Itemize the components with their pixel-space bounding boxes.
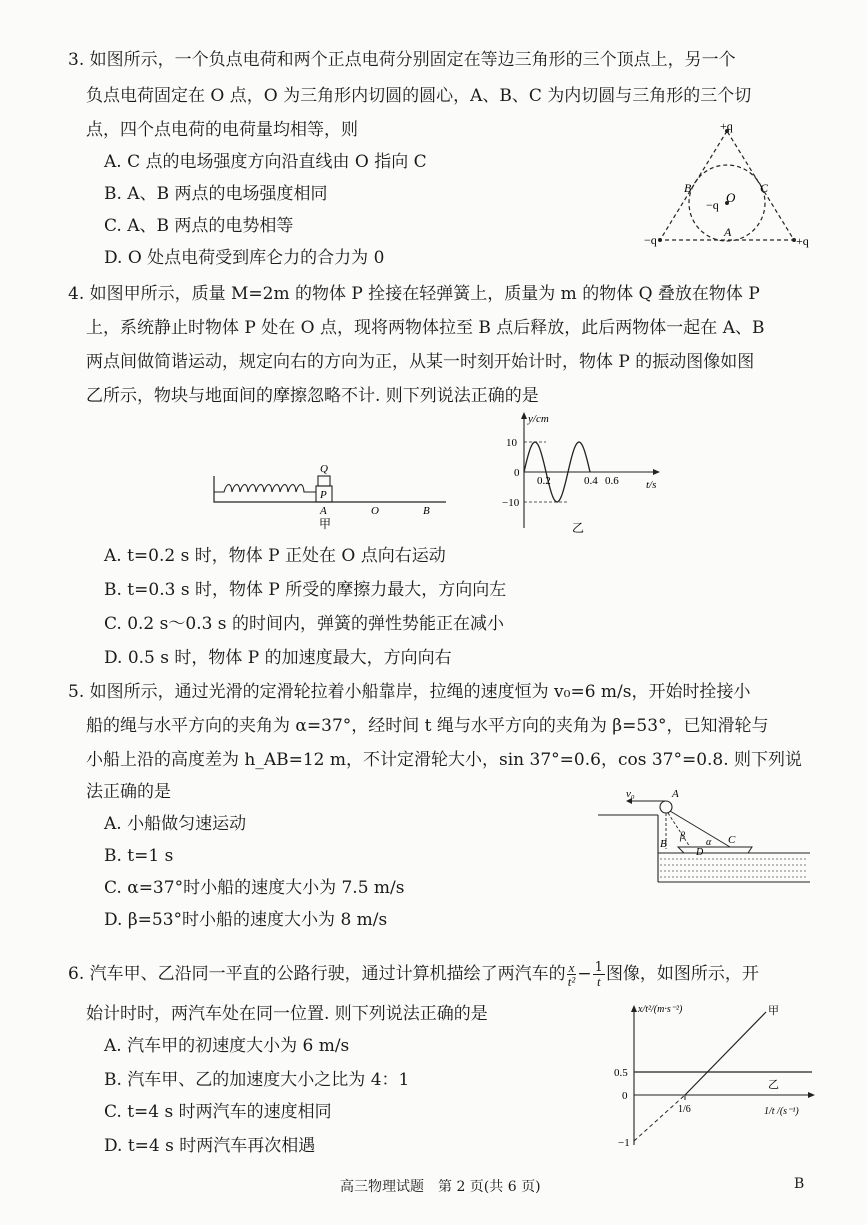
q5-option-d: D. β=53°时小船的速度大小为 8 m/s	[104, 910, 388, 930]
q6-option-a: A. 汽车甲的初速度大小为 6 m/s	[104, 1036, 350, 1056]
q4-label-o: O	[371, 505, 379, 517]
q6-frac-x-t2	[567, 961, 577, 988]
q3-label-o: O	[726, 190, 736, 205]
q6-line-1-pre: 6. 汽车甲、乙沿同一平直的公路行驶，通过计算机描绘了两汽车的	[68, 964, 566, 984]
q6-tick-m1: −1	[618, 1137, 630, 1149]
q3-option-a: A. C 点的电场强度方向沿直线由 O 指向 C	[104, 152, 427, 172]
q4-label-a: A	[320, 505, 327, 517]
q5-label-beta: β	[680, 831, 685, 842]
q4-option-c: C. 0.2 s～0.3 s 的时间内，弹簧的弹性势能正在减小	[104, 614, 504, 634]
q4-figure-jia	[210, 458, 450, 530]
q4-yi-tick-m10: −10	[502, 497, 520, 509]
q6-option-d: D. t=4 s 时两汽车再次相遇	[104, 1136, 316, 1156]
q3-top-charge: +q	[720, 119, 733, 133]
q4-yi-t3: 0.6	[605, 475, 619, 487]
q4-label-b: B	[423, 505, 430, 517]
q4-line-2: 上，系统静止时物体 P 处在 O 点，现将两物体拉至 B 点后释放，此后两物体一起在 A、B	[86, 318, 765, 338]
q4-option-b: B. t=0.3 s 时，物体 P 所受的摩擦力最大，方向向左	[104, 580, 507, 600]
q6-line-1-post: 图像，如图所示，开	[605, 964, 759, 984]
q5-label-b: B	[660, 838, 667, 850]
q6-tick-0: 0	[622, 1090, 628, 1102]
q5-label-alpha: α	[706, 837, 712, 848]
q6-ylabel: x/t²/(m·s⁻²)	[638, 1004, 683, 1015]
q4-option-d: D. 0.5 s 时，物体 P 的加速度最大，方向向右	[104, 648, 452, 668]
q5-option-b: B. t=1 s	[104, 846, 174, 866]
footer-version: B	[794, 1176, 805, 1192]
q6-option-b: B. 汽车甲、乙的加速度大小之比为 4：1	[104, 1070, 410, 1090]
q3-option-d: D. O 处点电荷受到库仑力的合力为 0	[104, 248, 385, 268]
footer-title: 高三物理试题 第 2 页(共 6 页)	[340, 1179, 541, 1195]
q3-line-3: 点，四个点电荷的电荷量均相等，则	[86, 120, 358, 140]
q4-figure-yi-graph	[494, 410, 674, 535]
q4-yi-t1: 0.2	[537, 475, 551, 487]
q3-option-c: C. A、B 两点的电势相等	[104, 216, 294, 236]
q3-center-charge: −q	[706, 198, 719, 212]
q4-line-1: 4. 如图甲所示，质量 M=2m 的物体 P 拴接在轻弹簧上，质量为 m 的物体 Q 叠放在物体 P	[68, 284, 760, 304]
q3-option-b: B. A、B 两点的电场强度相同	[104, 184, 328, 204]
q5-option-c: C. α=37°时小船的速度大小为 7.5 m/s	[104, 878, 405, 898]
q4-yi-xlabel: t/s	[646, 479, 657, 491]
q6-tick-05: 0.5	[614, 1067, 628, 1079]
q3-label-a: A	[724, 225, 732, 239]
q6-frac-1-t	[593, 961, 605, 988]
q3-line-2: 负点电荷固定在 O 点，O 为三角形内切圆的圆心，A、B、C 为内切圆与三角形的三个切	[86, 86, 752, 106]
q5-label-d: D	[696, 847, 704, 858]
q5-option-a: A. 小船做匀速运动	[104, 814, 247, 834]
q6-label-jia: 甲	[768, 1005, 779, 1017]
q3-label-c: C	[760, 181, 769, 195]
q3-left-charge: −q	[644, 233, 657, 247]
q5-line-3: 小船上沿的高度差为 h_AB=12 m，不计定滑轮大小，sin 37°=0.6，cos 37°=0.8. 则下列说	[86, 750, 803, 770]
q5-label-a: A	[672, 788, 679, 800]
q3-triangle-figure	[640, 118, 810, 253]
q6-xlabel: 1/t /(s⁻¹)	[764, 1106, 799, 1117]
q4-yi-tick-0: 0	[514, 467, 520, 479]
q4-caption-yi: 乙	[572, 521, 585, 535]
q5-label-c: C	[728, 834, 736, 846]
q4-yi-t2: 0.4	[584, 475, 598, 487]
q4-label-p: P	[320, 489, 327, 501]
q5-line-1: 5. 如图所示，通过光滑的定滑轮拉着小船靠岸，拉绳的速度恒为 v₀=6 m/s，开始时拴接小	[68, 682, 751, 702]
q5-line-2: 船的绳与水平方向的夹角为 α=37°，经时间 t 绳与水平方向的夹角为 β=53°，已知滑轮与	[86, 716, 769, 736]
q6-tick-1-6: 1/6	[678, 1104, 691, 1115]
q3-label-b: B	[684, 181, 692, 195]
q6-frac2-den: t	[596, 974, 601, 989]
q6-option-c: C. t=4 s 时两汽车的速度相同	[104, 1102, 332, 1122]
q4-caption-jia: 甲	[319, 517, 332, 531]
q4-line-3: 两点间做简谐运动，规定向右的方向为正，从某一时刻开始计时，物体 P 的振动图像如图	[86, 352, 755, 372]
q6-graph-figure	[612, 1000, 822, 1150]
q3-right-charge: +q	[796, 234, 809, 248]
q4-yi-tick-10: 10	[506, 437, 517, 449]
q6-dash: −	[577, 964, 592, 984]
q6-frac1-den: t²	[567, 974, 576, 989]
q4-line-4: 乙所示，物块与地面间的摩擦忽略不计. 则下列说法正确的是	[86, 386, 539, 406]
q4-option-a: A. t=0.2 s 时，物体 P 正处在 O 点向右运动	[104, 546, 446, 566]
q6-frac2-num: 1	[594, 960, 603, 975]
q4-yi-ylabel: y/cm	[528, 413, 549, 425]
q6-label-yi: 乙	[768, 1079, 779, 1091]
q5-line-4: 法正确的是	[86, 782, 171, 802]
q5-pulley-figure	[592, 785, 812, 885]
q6-line-1	[68, 958, 759, 990]
q5-v0-label: v₀	[626, 788, 635, 800]
q6-line-2: 始计时时，两汽车处在同一位置. 则下列说法正确的是	[86, 1004, 488, 1024]
q4-label-q: Q	[320, 463, 328, 475]
q6-frac1-num: x	[568, 960, 575, 975]
q3-line-1: 3. 如图所示，一个负点电荷和两个正点电荷分别固定在等边三角形的三个顶点上，另一个	[68, 50, 736, 70]
